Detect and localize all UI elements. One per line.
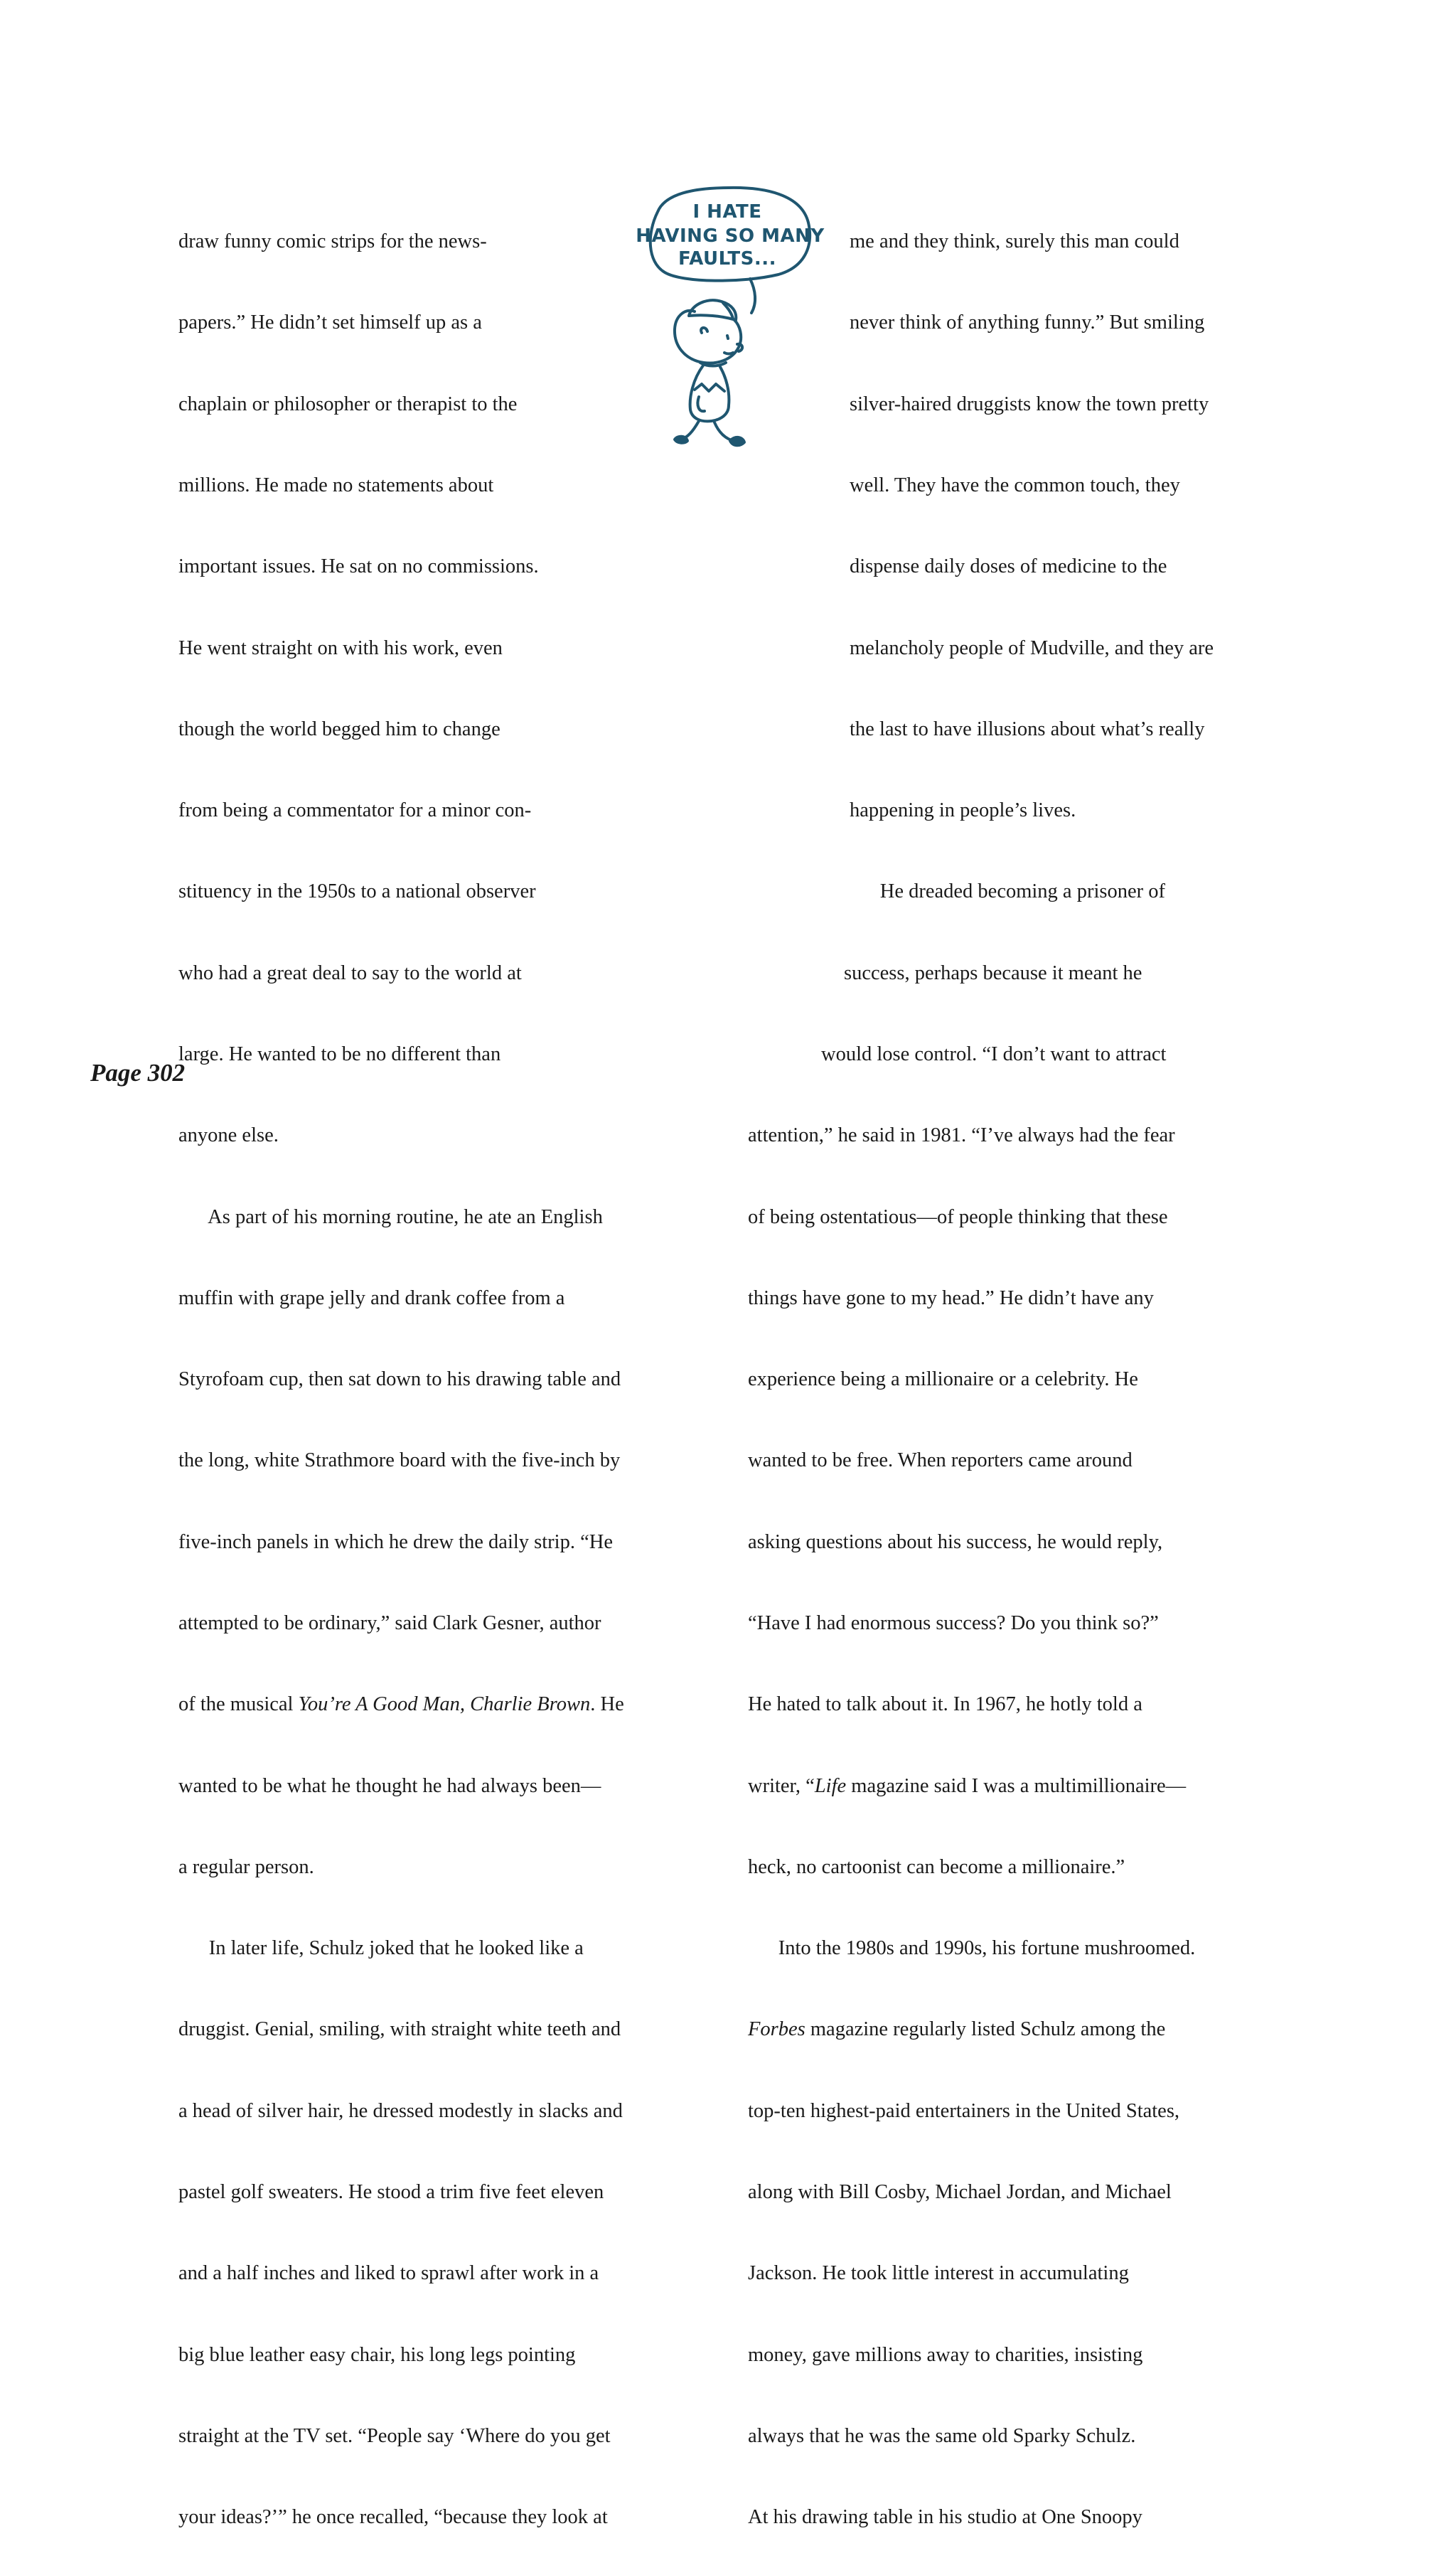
text-line: large. He wanted to be no different than	[178, 1043, 501, 1065]
text-line: top-ten highest-paid entertainers in the United States,	[748, 2099, 1180, 2122]
text-line: papers.” He didn’t set himself up as a	[178, 311, 482, 334]
text-line: always that he was the same old Sparky Schulz.	[748, 2424, 1136, 2447]
text-line: chaplain or philosopher or therapist to the	[178, 393, 518, 415]
text-line: who had a great deal to say to the world at	[178, 961, 522, 984]
text-line: wanted to be what he thought he had always been—	[178, 1774, 601, 1797]
musical-title: You’re A Good Man, Charlie Brown	[298, 1693, 591, 1716]
text-line: your ideas?’” he once recalled, “because they look at	[178, 2506, 608, 2529]
text-line: happening in people’s lives.	[850, 799, 1076, 822]
text-line: of being ostentatious—of people thinking that these	[748, 1205, 1168, 1228]
balloon-tail	[750, 279, 755, 313]
magazine-title-life: Life	[814, 1774, 847, 1797]
text-line: a head of silver hair, he dressed modestly in slacks and	[178, 2099, 623, 2122]
paragraph-start-line: As part of his morning routine, he ate an English	[178, 1205, 603, 1228]
text-line: stituency in the 1950s to a national observer	[178, 880, 536, 903]
text-line: druggist. Genial, smiling, with straight white teeth and	[178, 2018, 621, 2041]
text-line: attention,” he said in 1981. “I’ve always had the fear	[748, 1124, 1175, 1147]
magazine-title-forbes: Forbes	[748, 2018, 805, 2041]
balloon-line-1: I HATE	[692, 201, 762, 223]
charlie-brown-illustration	[636, 183, 825, 461]
text-line: experience being a millionaire or a celebrity. He	[748, 1368, 1138, 1391]
text-line	[748, 1773, 1214, 1800]
text-line: attempted to be ordinary,” said Clark Gesner, author	[178, 1611, 601, 1634]
left-text-column	[178, 174, 624, 2558]
right-text-column	[748, 174, 1214, 2558]
text-line: Jackson. He took little interest in accumulating	[748, 2262, 1129, 2285]
text-line	[178, 1691, 624, 1718]
text-line: important issues. He sat on no commissions.	[178, 555, 539, 578]
text-line: At his drawing table in his studio at One Snoopy	[748, 2506, 1142, 2529]
text-line: would lose control. “I don’t want to attract	[821, 1043, 1167, 1065]
text-segment: magazine regularly listed Schulz among the	[805, 2018, 1166, 2041]
text-line: well. They have the common touch, they	[850, 474, 1180, 497]
text-line: and a half inches and liked to sprawl after work in a	[178, 2262, 599, 2285]
paragraph-start-line: Into the 1980s and 1990s, his fortune mushroomed.	[748, 1937, 1196, 1960]
text-line: anyone else.	[178, 1124, 279, 1147]
text-line	[748, 2016, 1214, 2043]
paragraph-start-line: He dreaded becoming a prisoner of	[850, 880, 1165, 903]
text-line: along with Bill Cosby, Michael Jordan, and Michael	[748, 2180, 1172, 2203]
text-segment: writer, “	[748, 1774, 815, 1797]
text-line: never think of anything funny.” But smiling	[850, 311, 1205, 334]
text-segment: magazine said I was a multimillionaire—	[846, 1774, 1187, 1797]
text-line: melancholy people of Mudville, and they are	[850, 636, 1214, 659]
text-line: me and they think, surely this man could	[850, 230, 1179, 253]
text-line: from being a commentator for a minor con-	[178, 799, 532, 822]
text-line: dispense daily doses of medicine to the	[850, 555, 1167, 578]
text-line: Styrofoam cup, then sat down to his drawing table and	[178, 1368, 621, 1391]
text-line: heck, no cartoonist can become a millionaire.”	[748, 1855, 1125, 1878]
text-line: straight at the TV set. “People say ‘Where do you get	[178, 2424, 611, 2447]
text-line: big blue leather easy chair, his long legs pointing	[178, 2343, 576, 2366]
text-line: pastel golf sweaters. He stood a trim five feet eleven	[178, 2180, 604, 2203]
balloon-line-3: FAULTS...	[678, 248, 777, 270]
text-line: success, perhaps because it meant he	[844, 961, 1142, 984]
cartoon-drawing	[636, 183, 825, 461]
text-line: money, gave millions away to charities, insisting	[748, 2343, 1143, 2366]
paragraph-start-line: In later life, Schulz joked that he looked like a	[178, 1937, 584, 1960]
text-line: the long, white Strathmore board with the five-inch by	[178, 1449, 621, 1472]
text-segment: . He	[590, 1693, 624, 1716]
text-line: silver-haired druggists know the town pretty	[850, 393, 1209, 415]
balloon-line-2: HAVING SO MANY	[636, 225, 825, 247]
text-line: He went straight on with his work, even	[178, 636, 503, 659]
text-line: draw funny comic strips for the news-	[178, 230, 487, 253]
text-line: He hated to talk about it. In 1967, he hotly told a	[748, 1693, 1142, 1716]
text-line: things have gone to my head.” He didn’t have any	[748, 1286, 1154, 1309]
text-segment: of the musical	[178, 1693, 299, 1716]
text-line: a regular person.	[178, 1855, 314, 1878]
text-line: asking questions about his success, he would reply,	[748, 1530, 1163, 1553]
text-line: wanted to be free. When reporters came around	[748, 1449, 1133, 1472]
text-line: muffin with grape jelly and drank coffee from a	[178, 1286, 565, 1309]
legs	[680, 421, 734, 441]
text-line: “Have I had enormous success? Do you think so?”	[748, 1611, 1159, 1634]
text-line: millions. He made no statements about	[178, 474, 494, 497]
body	[690, 366, 729, 421]
text-line: the last to have illusions about what’s really	[850, 718, 1205, 740]
page-number: Page 302	[90, 1059, 186, 1087]
text-line: though the world begged him to change	[178, 718, 500, 740]
text-line: five-inch panels in which he drew the daily strip. “He	[178, 1530, 613, 1553]
